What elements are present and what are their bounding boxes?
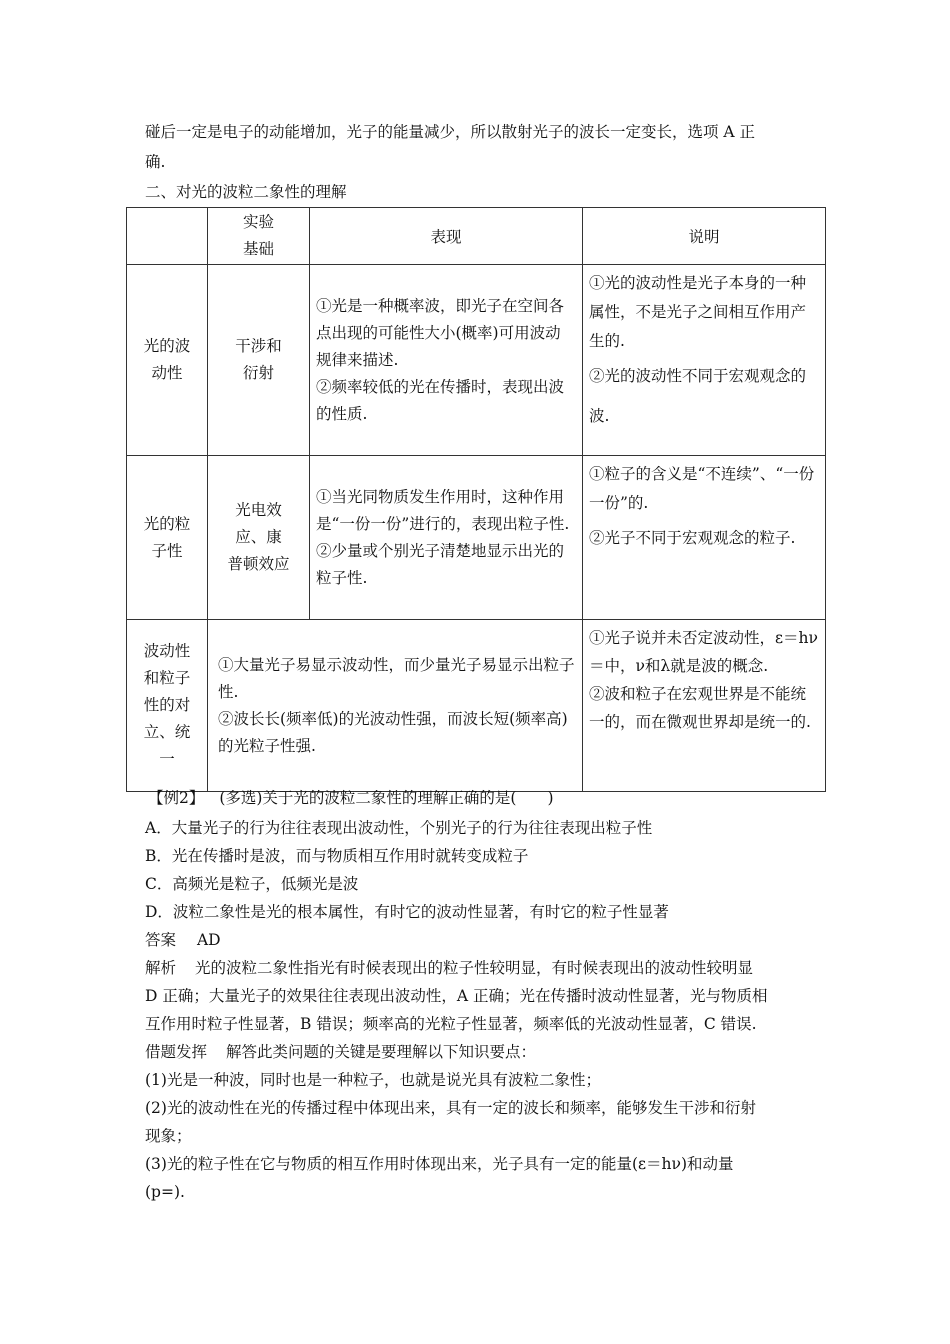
row-label-line: 波动性 bbox=[143, 642, 191, 660]
notes-text: ①光的波动性是光子本身的一种属性，不是光子之间相互作用产生的. bbox=[589, 274, 807, 350]
row-label-cell bbox=[127, 265, 208, 456]
performance-text: ①大量光子易显示波动性，而少量光子易显示出粒子性. bbox=[218, 655, 575, 701]
option-a: A．大量光子的行为往往表现出波动性，个别光子的行为往往表现出粒子性 bbox=[145, 819, 653, 837]
table-row bbox=[127, 456, 826, 620]
answer-label: 答案 bbox=[145, 931, 177, 949]
notes-text: ②波和粒子在宏观世界是不能统一的，而在微观世界却是统一的. bbox=[589, 685, 811, 731]
row-label-cell bbox=[127, 620, 208, 792]
notes-text: ②光子不同于宏观观念的粒子. bbox=[589, 529, 796, 547]
analysis-line: D 正确；大量光子的效果往往表现出波动性，A 正确；光在传播时波动性显著，光与物质相 bbox=[145, 987, 768, 1005]
text-line: 碰后一定是电子的动能增加，光子的能量减少，所以散射光子的波长一定变长，选项 A 正 bbox=[145, 123, 756, 141]
notes-text: ①光子说并未否定波动性，ε＝hν＝中，ν和λ就是波的概念. bbox=[589, 629, 818, 675]
text-line: 确. bbox=[145, 153, 166, 171]
row-notes-cell bbox=[583, 620, 826, 792]
notes-text: ②光的波动性不同于宏观观念的波. bbox=[589, 367, 807, 425]
row-label-line: 和粒子 bbox=[143, 669, 191, 687]
example-line bbox=[148, 788, 554, 808]
row-basis-line: 应、康 bbox=[235, 528, 282, 546]
header-cell-empty bbox=[127, 208, 208, 265]
analysis-label: 解析 bbox=[145, 959, 177, 977]
performance-text: ②波长长(频率低)的光波动性强，而波长短(频率高)的光粒子性强. bbox=[218, 709, 568, 755]
row-notes-cell bbox=[583, 265, 826, 456]
row-label-line: 光的粒 bbox=[143, 514, 191, 533]
point-line: 现象； bbox=[145, 1127, 192, 1145]
point-line: (2)光的波动性在光的传播过程中体现出来，具有一定的波长和频率，能够发生干涉和衍射 bbox=[145, 1099, 756, 1117]
point-line: (1)光是一种波，同时也是一种粒子，也就是说光具有波粒二象性； bbox=[145, 1071, 601, 1089]
analysis-line: 互作用时粒子性显著，B 错误；频率高的光粒子性显著，频率低的光波动性显著，C 错误. bbox=[145, 1015, 757, 1033]
option-d: D．波粒二象性是光的根本属性，有时它的波动性显著，有时它的粒子性显著 bbox=[145, 903, 669, 921]
table-header-row bbox=[127, 208, 826, 265]
row-performance-cell bbox=[310, 265, 583, 456]
row-label-line: 子性 bbox=[151, 541, 183, 560]
performance-text: ①当光同物质发生作用时，这种作用是“一份一份”进行的，表现出粒子性. bbox=[316, 487, 570, 533]
header-cell-notes: 说明 bbox=[583, 208, 826, 265]
row-label-line: 动性 bbox=[151, 364, 183, 382]
row-label-line: 光的波 bbox=[143, 337, 191, 355]
performance-text: ②频率较低的光在传播时，表现出波的性质. bbox=[316, 377, 565, 423]
row-basis-line: 普顿效应 bbox=[227, 555, 290, 573]
row-label-line: 性的对 bbox=[143, 696, 191, 714]
header-cell-basis bbox=[208, 208, 310, 265]
row-basis-line: 干涉和 bbox=[235, 337, 282, 355]
table-row bbox=[127, 620, 826, 792]
header-basis-line: 基础 bbox=[242, 240, 274, 258]
example-tag: 【例2】 bbox=[148, 789, 205, 807]
point-line: (p=). bbox=[145, 1183, 185, 1201]
row-performance-cell bbox=[208, 620, 583, 792]
point-line: (3)光的粒子性在它与物质的相互作用时体现出来，光子具有一定的能量(ε＝hν)和动量 bbox=[145, 1155, 734, 1173]
section-title: 二、对光的波粒二象性的理解 bbox=[145, 183, 347, 201]
wave-particle-table bbox=[126, 207, 826, 792]
row-performance-cell bbox=[310, 456, 583, 620]
performance-text: ①光是一种概率波，即光子在空间各点出现的可能性大小(概率)可用波动规律来描述. bbox=[316, 296, 565, 369]
row-label-line: 一 bbox=[159, 750, 175, 768]
row-label-cell bbox=[127, 456, 208, 620]
answer-line bbox=[145, 930, 221, 950]
example-question: (多选)关于光的波粒二象性的理解正确的是( ) bbox=[219, 789, 554, 807]
row-notes-cell bbox=[583, 456, 826, 620]
row-basis-cell bbox=[208, 456, 310, 620]
option-c: C．高频光是粒子，低频光是波 bbox=[145, 875, 359, 893]
analysis-text: 光的波粒二象性指光有时候表现出的粒子性较明显，有时候表现出的波动性较明显 bbox=[194, 959, 753, 977]
row-basis-line: 衍射 bbox=[242, 364, 274, 382]
answer-value: AD bbox=[196, 931, 221, 949]
tip-label: 借题发挥 bbox=[145, 1043, 208, 1061]
performance-text: ②少量或个别光子清楚地显示出光的粒子性. bbox=[316, 541, 565, 587]
analysis-line bbox=[145, 958, 753, 978]
tip-line bbox=[145, 1042, 536, 1062]
tip-text: 解答此类问题的关键是要理解以下知识要点： bbox=[225, 1043, 536, 1061]
row-basis-cell bbox=[208, 265, 310, 456]
table-row bbox=[127, 265, 826, 456]
option-b: B．光在传播时是波，而与物质相互作用时就转变成粒子 bbox=[145, 847, 529, 865]
notes-text: ①粒子的含义是“不连续”、“一份一份”的. bbox=[589, 465, 815, 512]
header-cell-performance: 表现 bbox=[310, 208, 583, 265]
row-label-line: 立、统 bbox=[143, 723, 191, 741]
header-basis-line: 实验 bbox=[242, 213, 274, 231]
row-basis-line: 光电效 bbox=[235, 501, 282, 519]
